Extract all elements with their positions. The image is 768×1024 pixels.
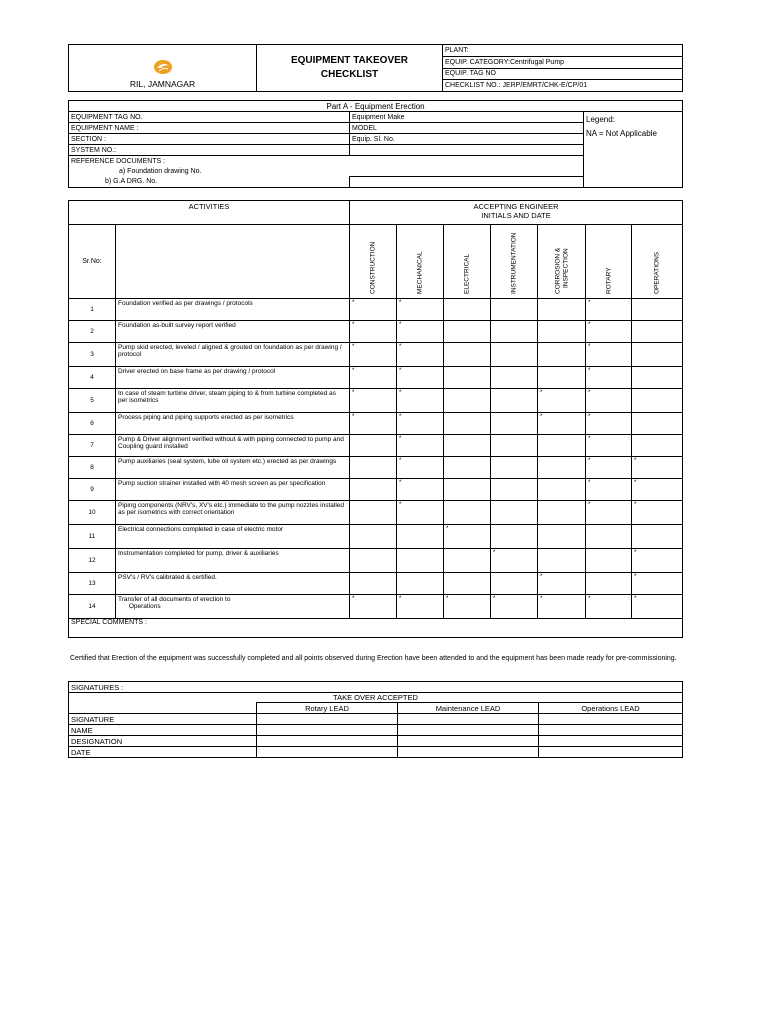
signature-row-label: SIGNATURE: [69, 714, 257, 725]
initials-cell[interactable]: [538, 299, 586, 321]
column-header-electrical: [444, 225, 491, 299]
ref-b-value: [350, 177, 584, 188]
initials-cell[interactable]: [444, 367, 491, 389]
row-number: 6: [69, 413, 116, 435]
initials-cell[interactable]: [350, 501, 397, 525]
initials-cell[interactable]: [491, 299, 538, 321]
activity-description: Electrical connections completed in case of electric motor: [116, 525, 350, 549]
row-number: 7: [69, 435, 116, 457]
initials-cell[interactable]: [586, 573, 632, 595]
table-row: [69, 435, 683, 457]
initials-cell[interactable]: [397, 343, 444, 367]
activity-description: In case of steam turbine driver, steam piping to & from turbine completed as per isometrics: [116, 389, 350, 413]
applicable-mark: *: [540, 596, 543, 602]
legend-cell: [584, 112, 683, 188]
maintenance-lead-header: Maintenance LEAD: [398, 703, 539, 714]
applicable-mark: *: [399, 414, 402, 420]
part-a-title: Part A - Equipment Erection: [69, 101, 683, 112]
equip-tag-field: EQUIP. TAG NO: [443, 68, 683, 80]
activity-description: Foundation as-built survey report verified: [116, 321, 350, 343]
initials-cell[interactable]: [350, 413, 397, 435]
activities-header: ACTIVITIES: [69, 201, 350, 225]
applicable-mark: *: [588, 596, 591, 602]
takeover-accepted: TAKE OVER ACCEPTED: [69, 693, 683, 703]
initials-cell[interactable]: [586, 479, 632, 501]
initials-cell[interactable]: [491, 457, 538, 479]
column-header-label: CONSTRUCTION: [369, 241, 377, 294]
column-header-mechanical: [397, 225, 444, 299]
initials-cell[interactable]: [586, 389, 632, 413]
initials-cell[interactable]: [632, 501, 683, 525]
applicable-mark: *: [588, 436, 591, 442]
signatures-table: [68, 681, 683, 758]
row-number: 13: [69, 573, 116, 595]
initials-cell[interactable]: [586, 501, 632, 525]
header-table: [68, 44, 683, 92]
signature-input-cell[interactable]: [398, 747, 539, 758]
legend-na: NA = Not Applicable: [586, 129, 657, 138]
table-row: [69, 525, 683, 549]
applicable-mark: *: [493, 596, 496, 602]
srno-header: Sr.No:: [69, 225, 116, 299]
initials-cell[interactable]: [491, 343, 538, 367]
applicable-mark: *: [352, 390, 355, 396]
initials-cell[interactable]: [444, 525, 491, 549]
applicable-mark: *: [399, 458, 402, 464]
signatures-body: [69, 714, 683, 758]
initials-cell[interactable]: [350, 479, 397, 501]
initials-cell[interactable]: [538, 413, 586, 435]
rotary-lead-header: Rotary LEAD: [257, 703, 398, 714]
applicable-mark: *: [540, 414, 543, 420]
row-number: 12: [69, 549, 116, 573]
applicable-mark: *: [352, 300, 355, 306]
initials-cell[interactable]: [397, 501, 444, 525]
section-label: SECTION :: [69, 134, 350, 145]
initials-cell[interactable]: [538, 321, 586, 343]
signature-input-cell[interactable]: [257, 714, 398, 725]
initials-cell[interactable]: [586, 321, 632, 343]
applicable-mark: *: [588, 480, 591, 486]
initials-cell[interactable]: [586, 435, 632, 457]
plant-field: PLANT:: [443, 45, 683, 57]
table-row: [69, 367, 683, 389]
applicable-mark: *: [352, 596, 355, 602]
row-number: 2: [69, 321, 116, 343]
initials-cell[interactable]: [397, 413, 444, 435]
signature-input-cell[interactable]: [539, 736, 683, 747]
initials-cell[interactable]: [397, 457, 444, 479]
table-row: [69, 573, 683, 595]
activity-description: Pump & Driver alignment verified without & with piping connected to pump and Coupling guard installed: [116, 435, 350, 457]
special-comments: SPECIAL COMMENTS :: [69, 619, 683, 638]
applicable-mark: *: [634, 458, 637, 464]
company-logo: [153, 59, 173, 75]
signature-input-cell[interactable]: [398, 736, 539, 747]
applicable-mark: *: [634, 502, 637, 508]
applicable-mark: *: [399, 368, 402, 374]
activity-description: Process piping and piping supports erected as per isometrics: [116, 413, 350, 435]
applicable-mark: *: [399, 596, 402, 602]
activity-description: Piping components (NRV's, XV's etc.) immediate to the pump nozzles installed as per isometrics with correct orientation: [116, 501, 350, 525]
accepting-header-line1: ACCEPTING ENGINEER: [473, 202, 559, 211]
company-cell: [69, 45, 257, 92]
signature-input-cell[interactable]: [539, 714, 683, 725]
initials-cell[interactable]: [586, 299, 632, 321]
certification-text: Certified that Erection of the equipment was successfully completed and all points observed during Erection have been attended to and the equipment has been made ready for pre-commissioning.: [70, 655, 677, 662]
applicable-mark: *: [634, 480, 637, 486]
activity-description: Pump auxiliaries (seal system, lube oil system etc.) erected as per drawings: [116, 457, 350, 479]
initials-cell[interactable]: [350, 299, 397, 321]
initials-cell[interactable]: [350, 389, 397, 413]
signatures-title: SIGNATURES :: [69, 682, 683, 693]
column-header-rotary: [586, 225, 632, 299]
accepting-engineer-header: [350, 201, 683, 225]
initials-cell[interactable]: [491, 573, 538, 595]
initials-cell[interactable]: [397, 367, 444, 389]
initials-cell[interactable]: [491, 367, 538, 389]
signature-input-cell[interactable]: [539, 725, 683, 736]
initials-cell[interactable]: [491, 525, 538, 549]
applicable-mark: *: [352, 344, 355, 350]
initials-cell[interactable]: [350, 595, 397, 619]
applicable-mark: *: [399, 502, 402, 508]
initials-cell[interactable]: [586, 549, 632, 573]
initials-cell[interactable]: [632, 343, 683, 367]
applicable-mark: *: [493, 550, 496, 556]
initials-cell[interactable]: [491, 389, 538, 413]
applicable-mark: *: [352, 322, 355, 328]
row-number: 10: [69, 501, 116, 525]
activity-description: Foundation verified as per drawings / protocols: [116, 299, 350, 321]
applicable-mark: *: [588, 502, 591, 508]
page-title: [257, 45, 443, 92]
initials-cell[interactable]: [350, 549, 397, 573]
column-header-label: MECHANICAL: [416, 251, 424, 294]
activity-description: Pump skid erected, leveled / aligned & grouted on foundation as per drawing / protocol: [116, 343, 350, 367]
table-row: [69, 343, 683, 367]
column-header-operations: [632, 225, 683, 299]
initials-cell[interactable]: [632, 321, 683, 343]
applicable-mark: *: [540, 390, 543, 396]
activity-description: Pump suction strainer installed with 40 mesh screen as per specification: [116, 479, 350, 501]
row-number: 11: [69, 525, 116, 549]
initials-cell[interactable]: [538, 479, 586, 501]
initials-cell[interactable]: [632, 549, 683, 573]
initials-cell[interactable]: [586, 367, 632, 389]
initials-cell[interactable]: [397, 479, 444, 501]
initials-cell[interactable]: [538, 367, 586, 389]
initials-cell[interactable]: [350, 457, 397, 479]
initials-cell[interactable]: [444, 501, 491, 525]
applicable-mark: *: [634, 550, 637, 556]
initials-cell[interactable]: [632, 525, 683, 549]
model-label: MODEL: [350, 123, 584, 134]
applicable-mark: *: [588, 322, 591, 328]
row-number: 3: [69, 343, 116, 367]
applicable-mark: *: [588, 300, 591, 306]
initials-cell[interactable]: [491, 479, 538, 501]
initials-cell[interactable]: [586, 413, 632, 435]
column-header-label: ROTARY: [605, 267, 612, 294]
equipment-name-label: EQUIPMENT NAME :: [69, 123, 350, 134]
table-row: [69, 501, 683, 525]
initials-cell[interactable]: [538, 525, 586, 549]
applicable-mark: *: [588, 368, 591, 374]
initials-cell[interactable]: [586, 595, 632, 619]
initials-cell[interactable]: [632, 367, 683, 389]
initials-cell[interactable]: [586, 457, 632, 479]
column-header-label: INSTRUMENTATION: [510, 232, 518, 294]
activity-desc-header: [116, 225, 350, 299]
signature-row: [69, 736, 683, 747]
initials-cell[interactable]: [632, 479, 683, 501]
applicable-mark: *: [588, 414, 591, 420]
table-row: [69, 479, 683, 501]
initials-cell[interactable]: [350, 435, 397, 457]
signature-input-cell[interactable]: [257, 725, 398, 736]
initials-cell[interactable]: [397, 435, 444, 457]
initials-cell[interactable]: [397, 321, 444, 343]
initials-cell[interactable]: [491, 321, 538, 343]
initials-cell[interactable]: [538, 501, 586, 525]
initials-cell[interactable]: [444, 435, 491, 457]
column-header-corrosion-inspection: [538, 225, 586, 299]
initials-cell[interactable]: [350, 525, 397, 549]
equip-sl-no-label: Equip. Sl. No.: [350, 134, 584, 145]
system-no-label: SYSTEM NO.:: [69, 145, 350, 156]
applicable-mark: *: [399, 344, 402, 350]
applicable-mark: *: [540, 574, 543, 580]
initials-cell[interactable]: [444, 457, 491, 479]
equip-category-field: EQUIP. CATEGORY:Centrifugal Pump: [443, 56, 683, 68]
initials-cell[interactable]: [444, 479, 491, 501]
signature-input-cell[interactable]: [539, 747, 683, 758]
initials-cell[interactable]: [397, 389, 444, 413]
applicable-mark: *: [446, 596, 449, 602]
ref-a: a) Foundation drawing No.: [69, 166, 584, 177]
checklist-no-field: CHECKLIST NO.: JERP/EMRT/CHK-E/CP/01: [443, 80, 683, 92]
initials-cell[interactable]: [397, 595, 444, 619]
table-row: [69, 549, 683, 573]
equipment-make-label: Equipment Make: [350, 112, 584, 123]
signature-row: [69, 714, 683, 725]
row-number: 1: [69, 299, 116, 321]
column-header-label-line2: INSPECTION: [562, 248, 569, 288]
accepting-header-line2: INITIALS AND DATE: [481, 211, 551, 220]
row-number: 8: [69, 457, 116, 479]
row-number: 9: [69, 479, 116, 501]
activity-description: PSV's / RV's calibrated & certified.: [116, 573, 350, 595]
row-number: 4: [69, 367, 116, 389]
initials-cell[interactable]: [491, 549, 538, 573]
signature-input-cell[interactable]: [257, 747, 398, 758]
initials-cell[interactable]: [491, 435, 538, 457]
applicable-mark: *: [352, 368, 355, 374]
initials-cell[interactable]: [491, 595, 538, 619]
table-row: [69, 457, 683, 479]
applicable-mark: *: [399, 322, 402, 328]
initials-cell[interactable]: [444, 549, 491, 573]
signature-input-cell[interactable]: [257, 736, 398, 747]
signature-row: [69, 747, 683, 758]
company-name: RIL, JAMNAGAR: [129, 79, 196, 89]
initials-cell[interactable]: [586, 343, 632, 367]
initials-cell[interactable]: [632, 457, 683, 479]
ref-b: b) G.A DRG. No.: [69, 177, 350, 188]
signature-corner: [69, 703, 257, 714]
activities-table: [68, 200, 683, 638]
initials-cell[interactable]: [444, 343, 491, 367]
initials-cell[interactable]: [538, 457, 586, 479]
row-number: 14: [69, 595, 116, 619]
column-header-label: OPERATIONS: [653, 251, 661, 294]
initials-cell[interactable]: [444, 321, 491, 343]
system-no-value: [350, 145, 584, 156]
activity-description: Driver erected on base frame as per drawing / protocol: [116, 367, 350, 389]
initials-cell[interactable]: [632, 595, 683, 619]
column-header-label: ELECTRICAL: [463, 253, 471, 294]
activities-body: [69, 299, 683, 619]
column-header-construction: [350, 225, 397, 299]
applicable-mark: *: [588, 344, 591, 350]
initials-cell[interactable]: [632, 435, 683, 457]
applicable-mark: *: [399, 300, 402, 306]
applicable-mark: *: [634, 596, 637, 602]
applicable-mark: *: [399, 480, 402, 486]
signature-row-label: NAME: [69, 725, 257, 736]
initials-cell[interactable]: [632, 413, 683, 435]
initials-cell[interactable]: [538, 549, 586, 573]
initials-cell[interactable]: [538, 573, 586, 595]
applicable-mark: *: [588, 458, 591, 464]
signature-row: [69, 725, 683, 736]
initials-cell[interactable]: [538, 435, 586, 457]
signature-row-label: DATE: [69, 747, 257, 758]
applicable-mark: *: [634, 574, 637, 580]
applicable-mark: *: [399, 436, 402, 442]
initials-cell[interactable]: [444, 299, 491, 321]
applicable-mark: *: [446, 526, 449, 532]
initials-cell[interactable]: [586, 525, 632, 549]
row-number: 5: [69, 389, 116, 413]
signature-row-label: DESIGNATION: [69, 736, 257, 747]
table-row: [69, 389, 683, 413]
reference-documents-label: REFERENCE DOCUMENTS :: [69, 156, 584, 167]
initials-cell[interactable]: [444, 413, 491, 435]
applicable-mark: *: [352, 414, 355, 420]
initials-cell[interactable]: [632, 573, 683, 595]
table-row: [69, 299, 683, 321]
column-header-instrumentation: [491, 225, 538, 299]
operations-lead-header: Operations LEAD: [539, 703, 683, 714]
initials-cell[interactable]: [538, 595, 586, 619]
initials-cell[interactable]: [491, 501, 538, 525]
table-row: [69, 413, 683, 435]
initials-cell[interactable]: [632, 299, 683, 321]
initials-cell[interactable]: [632, 389, 683, 413]
initials-cell[interactable]: [397, 525, 444, 549]
legend-title: Legend:: [586, 115, 615, 124]
signature-input-cell[interactable]: [398, 725, 539, 736]
column-header-label: CORROSION &: [554, 247, 561, 294]
initials-cell[interactable]: [397, 549, 444, 573]
initials-cell[interactable]: [350, 321, 397, 343]
signature-input-cell[interactable]: [398, 714, 539, 725]
initials-cell[interactable]: [444, 573, 491, 595]
initials-cell[interactable]: [397, 299, 444, 321]
equipment-tag-no-label: EQUIPMENT TAG NO.: [69, 112, 350, 123]
initials-cell[interactable]: [444, 389, 491, 413]
title-line2: CHECKLIST: [320, 69, 379, 80]
initials-cell[interactable]: [491, 413, 538, 435]
table-row: [69, 321, 683, 343]
applicable-mark: *: [588, 390, 591, 396]
title-line1: EQUIPMENT TAKEOVER: [290, 55, 409, 66]
initials-cell[interactable]: [538, 389, 586, 413]
applicable-mark: *: [399, 390, 402, 396]
part-a-table: [68, 100, 683, 188]
initials-cell[interactable]: [350, 367, 397, 389]
initials-cell[interactable]: [538, 343, 586, 367]
initials-cell[interactable]: [444, 595, 491, 619]
activity-description: Instrumentation completed for pump, driver & auxiliaries: [116, 549, 350, 573]
activity-description: Transfer of all documents of erection to Operations: [116, 595, 350, 619]
initials-cell[interactable]: [350, 573, 397, 595]
initials-cell[interactable]: [397, 573, 444, 595]
initials-cell[interactable]: [350, 343, 397, 367]
table-row: [69, 595, 683, 619]
